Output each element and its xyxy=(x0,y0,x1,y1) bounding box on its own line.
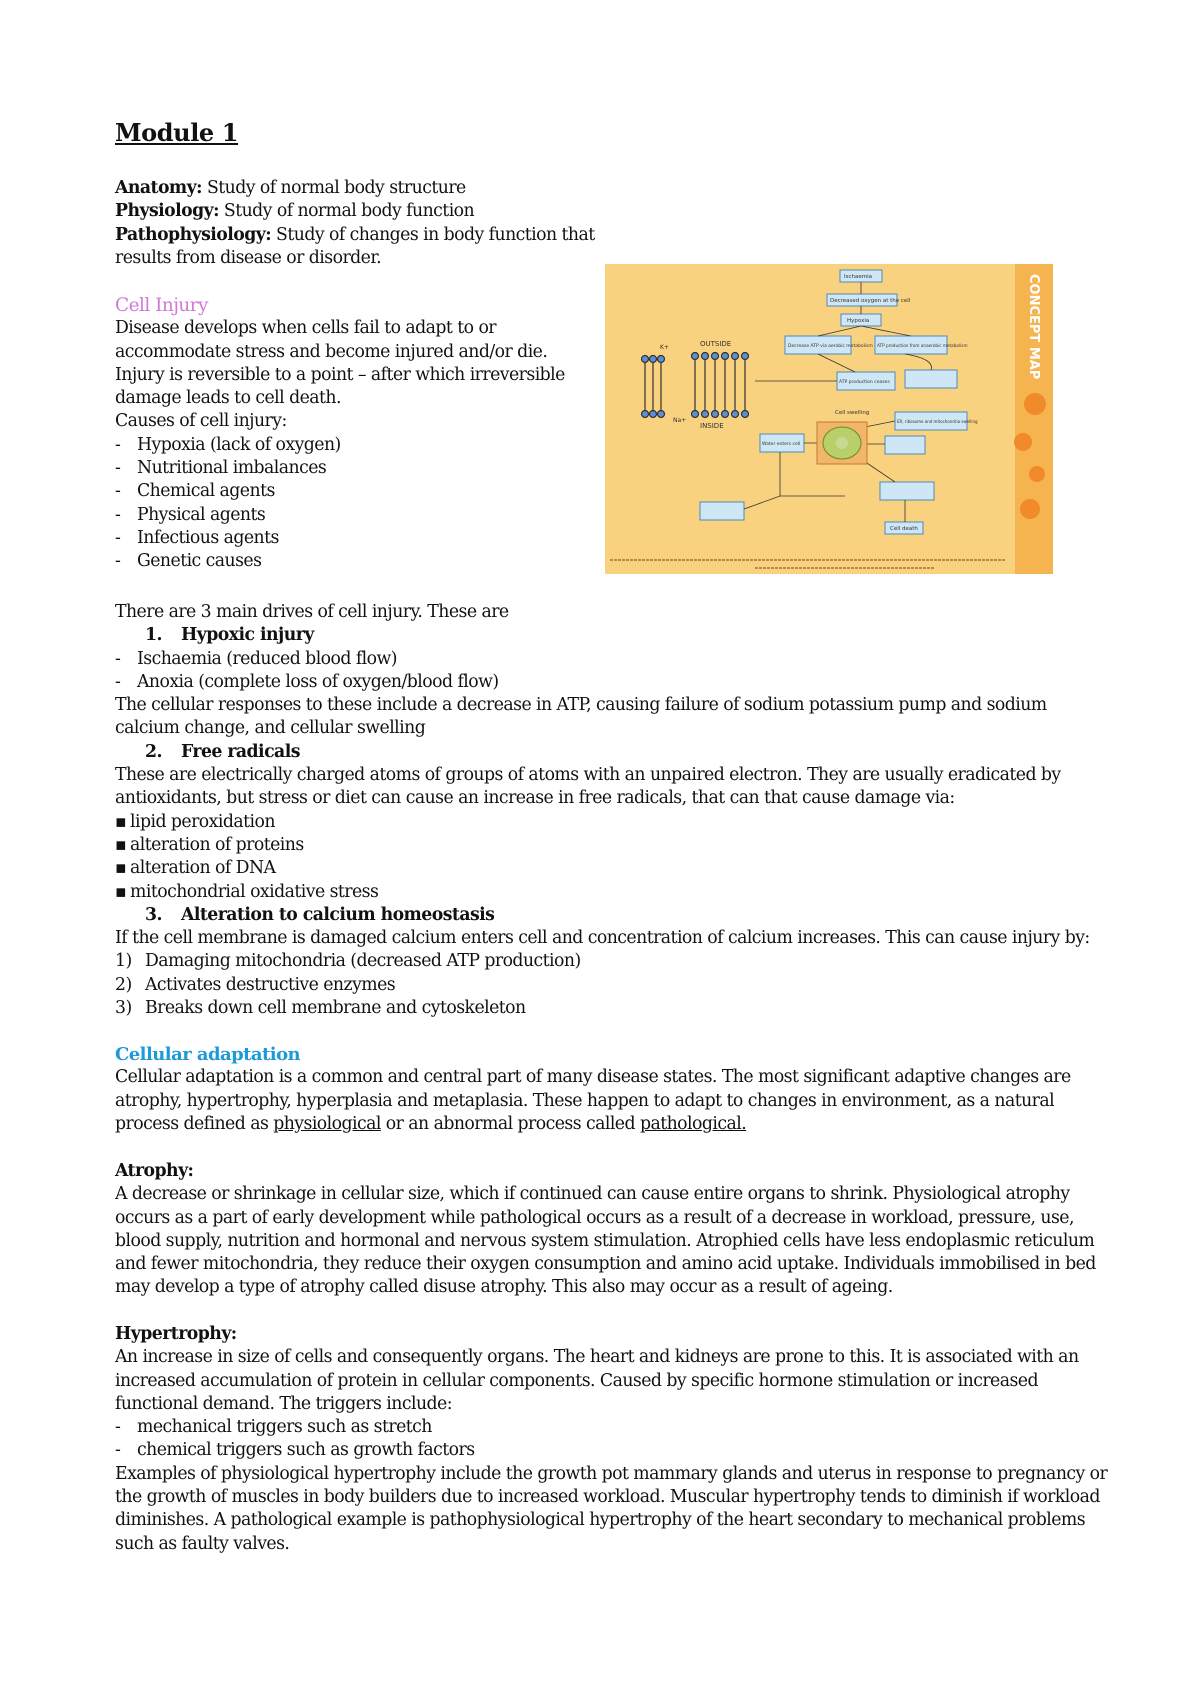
label-k: K+ xyxy=(660,344,669,351)
atrophy-text: and fewer mitochondria, they reduce their oxygen consumption and amino acid uptake. Individuals immobilised in bed xyxy=(115,1254,1096,1275)
drive-paragraph: These are electrically charged atoms of groups of atoms with an unpaired electron. They are usually eradicated by xyxy=(115,765,1061,786)
label-cell-swelling: Cell swelling xyxy=(835,410,870,416)
adaptation-text: process defined as physiological or an abnormal process called pathological. xyxy=(115,1113,747,1134)
svg-text:Hypoxia: Hypoxia xyxy=(847,318,870,324)
cell-injury-text: accommodate stress and become injured and/or die. xyxy=(115,341,548,362)
box-small-right xyxy=(885,436,925,454)
definitions-block xyxy=(115,177,595,270)
adaptation-section xyxy=(115,1043,1071,1136)
box-hypoxia-left xyxy=(700,502,744,520)
definition-pathophysiology: Pathophysiology: Study of changes in body function that xyxy=(115,224,595,245)
drive-bullet-item: ▪ lipid peroxidation xyxy=(115,811,275,832)
drive-bullet-item: ▪ alteration of DNA xyxy=(115,858,276,879)
hypertrophy-text: increased accumulation of protein in cellular components. Caused by specific hormone stimulation or increased xyxy=(115,1370,1038,1391)
cell-injury-section xyxy=(115,294,565,574)
cause-item: - Genetic causes xyxy=(115,551,262,572)
decor-dot xyxy=(1014,433,1032,451)
cell-injury-text: damage leads to cell death. xyxy=(115,388,341,409)
concept-map-side-label: CONCEPT MAP xyxy=(1026,274,1041,380)
drive-heading: 1. Hypoxic injury xyxy=(145,625,314,646)
svg-text:Ischaemia: Ischaemia xyxy=(844,274,873,280)
drives-intro: There are 3 main drives of cell injury. These are xyxy=(115,602,509,622)
atrophy-text: blood supply, nutrition and hormonal and nervous system stimulation. Atrophied cells have less endoplasmic reticulum xyxy=(115,1230,1095,1251)
membrane-left xyxy=(642,356,665,418)
atrophy-heading: Atrophy: xyxy=(115,1161,194,1181)
label-na: Na+ xyxy=(673,417,687,424)
svg-text:Water enters cell: Water enters cell xyxy=(762,442,801,447)
box-small-mid xyxy=(905,370,957,388)
svg-text:ATP production from anaerobic: ATP production from anaerobic metabolism xyxy=(877,343,968,348)
definition-anatomy: Anatomy: Study of normal body structure xyxy=(115,178,466,198)
page-title: Module 1 xyxy=(115,118,239,147)
caption-band xyxy=(605,550,1015,574)
definition-physiology: Physiology: Study of normal body function xyxy=(115,201,475,222)
label-outside: OUTSIDE xyxy=(700,340,732,348)
cell-injury-text: Disease develops when cells fail to adapt to or xyxy=(115,318,497,339)
cell-injury-text: Injury is reversible to a point – after which irreversible xyxy=(115,364,565,385)
drive-bullet-item: ▪ alteration of proteins xyxy=(115,834,304,855)
atrophy-text: A decrease or shrinkage in cellular size, which if continued can cause entire organs to shrink. Physiological atrophy xyxy=(115,1184,1070,1205)
drive-paragraph: antioxidants, but stress or diet can cause an increase in free radicals, that can that cause damage via: xyxy=(115,788,955,809)
drive-heading: 3. Alteration to calcium homeostasis xyxy=(145,904,495,925)
drive-numbered-item: 2) Activates destructive enzymes xyxy=(115,974,396,995)
decor-dot xyxy=(1029,466,1045,482)
hypertrophy-text: the growth of muscles in body builders due to increased workload. Muscular hypertrophy tends to diminish if workload xyxy=(115,1487,1100,1508)
drive-dash-item: - Ischaemia (reduced blood flow) xyxy=(115,648,397,669)
drive-paragraph: The cellular responses to these include a decrease in ATP, causing failure of sodium potassium pump and sodium xyxy=(115,695,1047,716)
definition-pathophysiology-cont: results from disease or disorder. xyxy=(115,247,382,268)
hypertrophy-heading: Hypertrophy: xyxy=(115,1324,237,1344)
cause-item: - Infectious agents xyxy=(115,527,279,548)
concept-map-figure xyxy=(605,264,1053,574)
trigger-item: - chemical triggers such as growth factors xyxy=(115,1440,475,1461)
svg-text:Cell death: Cell death xyxy=(890,526,918,532)
cause-item: - Chemical agents xyxy=(115,481,275,502)
concept-map-diagram xyxy=(605,264,1053,574)
decor-dot xyxy=(1024,393,1046,415)
cell-nucleus xyxy=(836,437,848,449)
decor-dot xyxy=(1020,499,1040,519)
atrophy-text: occurs as a part of early development while pathological occurs as a result of a decrease in workload, pressure, use, xyxy=(115,1207,1074,1228)
box-small-low xyxy=(880,482,934,500)
drive-dash-item: - Anoxia (complete loss of oxygen/blood flow) xyxy=(115,671,499,692)
hypertrophy-section xyxy=(115,1323,1107,1556)
drive-numbered-item: 3) Breaks down cell membrane and cytoskeleton xyxy=(115,998,526,1019)
drive-paragraph: calcium change, and cellular swelling xyxy=(115,718,426,739)
hypertrophy-text: Examples of physiological hypertrophy include the growth pot mammary glands and uterus in response to pregnancy or xyxy=(115,1463,1108,1484)
cell-injury-heading: Cell Injury xyxy=(115,295,208,316)
svg-text:Decrease ATP via aerobic metab: Decrease ATP via aerobic metabolism xyxy=(788,344,873,349)
atrophy-text: may develop a type of atrophy called disuse atrophy. This also may occur as a result of ageing. xyxy=(115,1277,893,1298)
svg-text:Decreased oxygen at the cell: Decreased oxygen at the cell xyxy=(830,298,911,304)
drive-paragraph: If the cell membrane is damaged calcium enters cell and concentration of calcium increases. This can cause injury by: xyxy=(115,928,1090,949)
drive-heading: 2. Free radicals xyxy=(145,741,300,762)
hypertrophy-text: such as faulty valves. xyxy=(115,1533,290,1554)
adaptation-text: atrophy, hypertrophy, hyperplasia and metaplasia. These happen to adapt to changes in environment, as a natural xyxy=(115,1090,1055,1111)
adaptation-heading: Cellular adaptation xyxy=(115,1044,301,1065)
trigger-item: - mechanical triggers such as stretch xyxy=(115,1417,432,1438)
drives-section xyxy=(115,601,1090,1020)
atrophy-section xyxy=(115,1160,1096,1300)
drive-numbered-item: 1) Damaging mitochondria (decreased ATP production) xyxy=(115,951,581,972)
hypertrophy-text: An increase in size of cells and consequently organs. The heart and kidneys are prone to this. It is associated with an xyxy=(115,1347,1079,1368)
hypertrophy-text: functional demand. The triggers include: xyxy=(115,1393,453,1414)
cell-injury-text: Causes of cell injury: xyxy=(115,411,287,432)
adaptation-text: Cellular adaptation is a common and central part of many disease states. The most significant adaptive changes are xyxy=(115,1067,1071,1088)
drive-bullet-item: ▪ mitochondrial oxidative stress xyxy=(115,881,379,902)
cause-item: - Physical agents xyxy=(115,504,266,525)
svg-text:ER, ribosome and mitochondria: ER, ribosome and mitochondria swelling xyxy=(897,419,978,424)
label-inside: INSIDE xyxy=(700,422,724,430)
cause-item: - Hypoxia (lack of oxygen) xyxy=(115,434,341,455)
svg-text:ATP production ceases: ATP production ceases xyxy=(839,380,890,385)
cause-item: - Nutritional imbalances xyxy=(115,458,327,479)
hypertrophy-text: diminishes. A pathological example is pathophysiological hypertrophy of the heart secondary to mechanical problems xyxy=(115,1510,1086,1531)
